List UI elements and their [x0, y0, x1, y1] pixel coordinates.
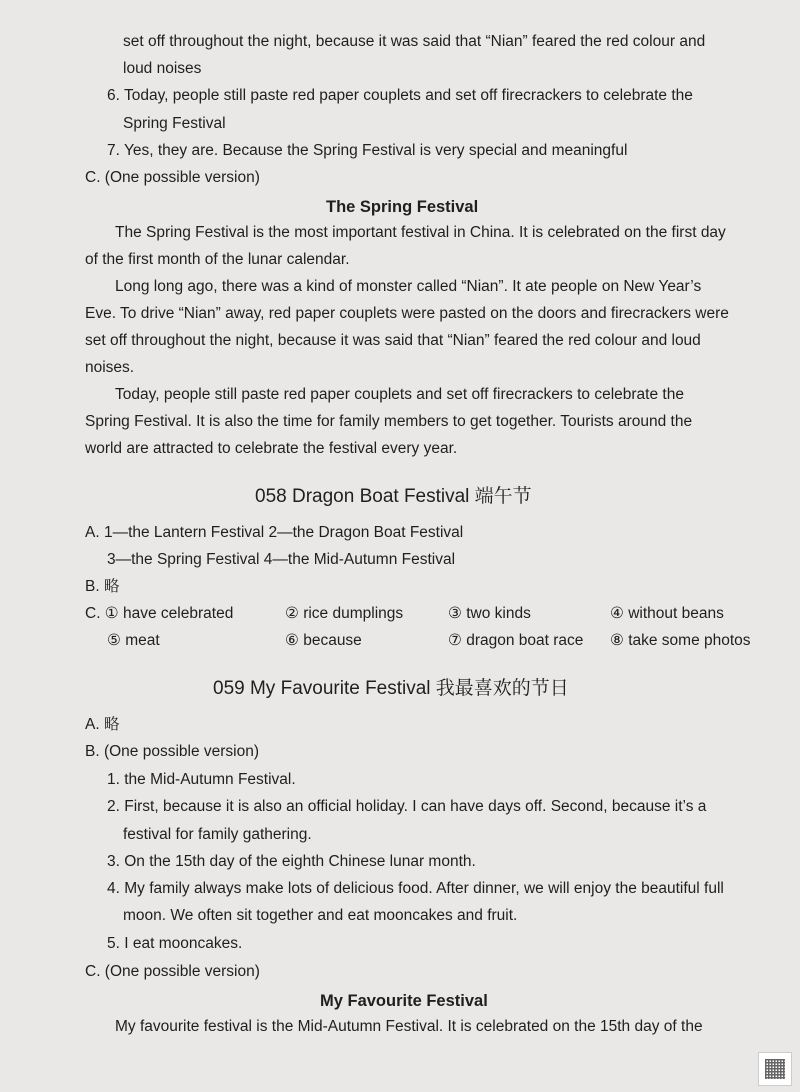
text-line: C. ① have celebrated — [85, 605, 234, 622]
text-line: set off throughout the night, because it was said that “Nian” feared the red colour and — [123, 33, 706, 50]
text-line: B. 略 — [85, 578, 120, 595]
essay-title: The Spring Festival — [326, 198, 479, 216]
text-line: My favourite festival is the Mid-Autumn Festival. It is celebrated on the 15th day of the — [115, 1018, 703, 1035]
text-line: A. 略 — [85, 716, 120, 733]
text-line: Eve. To drive “Nian” away, red paper couplets were pasted on the doors and firecrackers were — [85, 305, 729, 322]
text-line: 6. Today, people still paste red paper couplets and set off firecrackers to celebrate the — [107, 87, 693, 104]
essay-title: My Favourite Festival — [320, 992, 488, 1010]
text-line: 7. Yes, they are. Because the Spring Festival is very special and meaningful — [107, 142, 628, 159]
text-line: A. 1—the Lantern Festival 2—the Dragon Boat Festival — [85, 524, 464, 541]
section-heading: 058 Dragon Boat Festival 端午节 — [255, 486, 532, 507]
text-line: Spring Festival — [123, 115, 226, 132]
text-line: Spring Festival. It is also the time for family members to get together. Tourists around the — [85, 413, 693, 430]
text-line: The Spring Festival is the most important festival in China. It is celebrated on the first day — [115, 224, 726, 241]
text-line: loud noises — [123, 60, 202, 77]
text-line: Today, people still paste red paper couplets and set off firecrackers to celebrate the — [115, 386, 684, 403]
text-line: 5. I eat mooncakes. — [107, 935, 243, 952]
section-heading: 059 My Favourite Festival 我最喜欢的节日 — [213, 678, 569, 699]
text-line: of the first month of the lunar calendar. — [85, 251, 350, 268]
text-line: ⑦ dragon boat race — [448, 632, 584, 649]
text-line: ③ two kinds — [448, 605, 531, 622]
text-line: Long long ago, there was a kind of monster called “Nian”. It ate people on New Year’s — [115, 278, 702, 295]
text-line: ⑥ because — [285, 632, 362, 649]
qr-code-icon — [758, 1052, 792, 1086]
text-line: 1. the Mid-Autumn Festival. — [107, 771, 296, 788]
text-line: set off throughout the night, because it was said that “Nian” feared the red colour and loud — [85, 332, 701, 349]
text-line: C. (One possible version) — [85, 963, 260, 980]
text-line: 3. On the 15th day of the eighth Chinese lunar month. — [107, 853, 476, 870]
text-line: moon. We often sit together and eat mooncakes and fruit. — [123, 907, 518, 924]
text-line: C. (One possible version) — [85, 169, 260, 186]
text-line: 3—the Spring Festival 4—the Mid-Autumn Festival — [107, 551, 456, 568]
text-line: 2. First, because it is also an official holiday. I can have days off. Second, because it’s a — [107, 798, 707, 815]
text-line: world are attracted to celebrate the festival every year. — [85, 440, 458, 457]
text-line: noises. — [85, 359, 135, 376]
text-line: ④ without beans — [610, 605, 724, 622]
text-line: 4. My family always make lots of delicious food. After dinner, we will enjoy the beautiful full — [107, 880, 724, 897]
text-line: ② rice dumplings — [285, 605, 404, 622]
text-line: B. (One possible version) — [85, 743, 260, 760]
text-line: ⑧ take some photos — [610, 632, 751, 649]
text-line: ⑤ meat — [107, 632, 160, 649]
text-line: festival for family gathering. — [123, 826, 312, 843]
